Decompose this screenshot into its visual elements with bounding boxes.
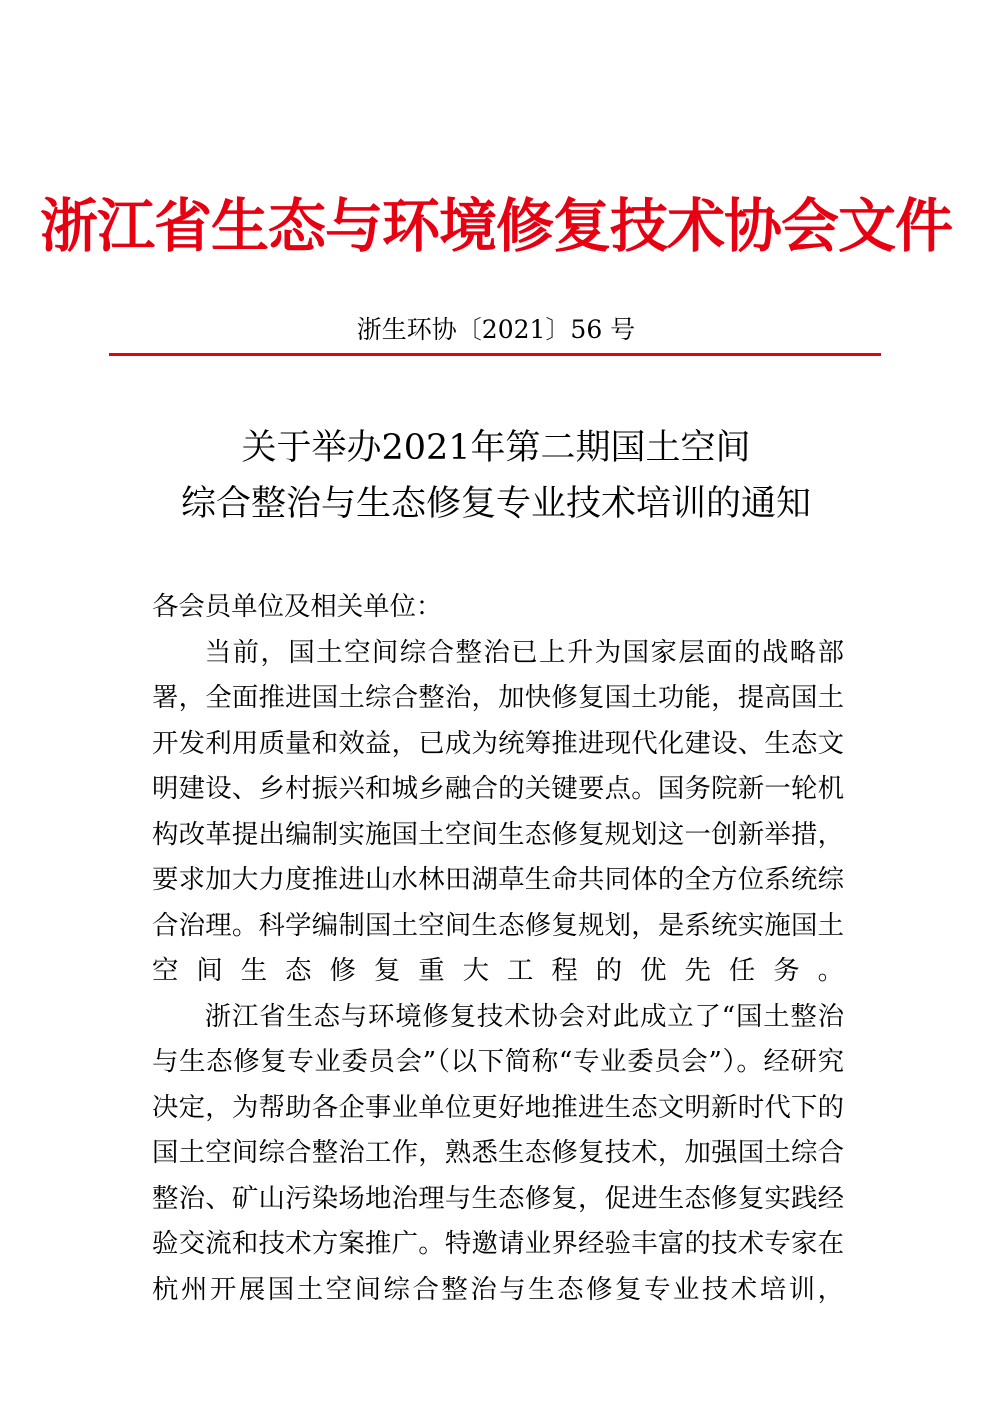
body-paragraph-2: 浙江省生态与环境修复技术协会对此成立了“国土整治与生态修复专业委员会”（以下简称“专业委员会”）。经研究决定，为帮助各企事业单位更好地推进生态文明新时代下的国土空间综合整治工作，熟悉生态修复技术，加强国土综合整治、矿山污染场地治理与生态修复，促进生态修复实践经验交流和技术方案推广。特邀请业界经验丰富的技术专家在杭州开展国土空间综合整治与生态修复专业技术培训， [152,1000,844,1305]
notice-title-line-1: 关于举办2021年第二期国土空间 [241,428,751,468]
header-divider-line [109,353,881,356]
salutation: 各会员单位及相关单位： [152,591,443,622]
notice-body [152,584,844,1312]
org-header-title: 浙江省生态与环境修复技术协会文件 [39,192,952,260]
body-paragraph-1: 当前，国土空间综合整治已上升为国家层面的战略部署，全面推进国土综合整治，加快修复国土功能，提高国土开发利用质量和效益，已成为统筹推进现代化建设、生态文明建设、乡村振兴和城乡融合的关键要点。国务院新一轮机构改革提出编制实施国土空间生态修复规划这一创新举措，要求加大力度推进山水林田湖草生命共同体的全方位系统综合治理。科学编制国土空间生态修复规划，是系统实施国土空间生态修复重大工程的优先任务。 [152,636,844,986]
notice-title [0,420,992,532]
notice-title-line-2: 综合整治与生态修复专业技术培训的通知 [180,484,811,524]
document-number: 浙生环协〔2021〕56 号 [356,315,636,344]
